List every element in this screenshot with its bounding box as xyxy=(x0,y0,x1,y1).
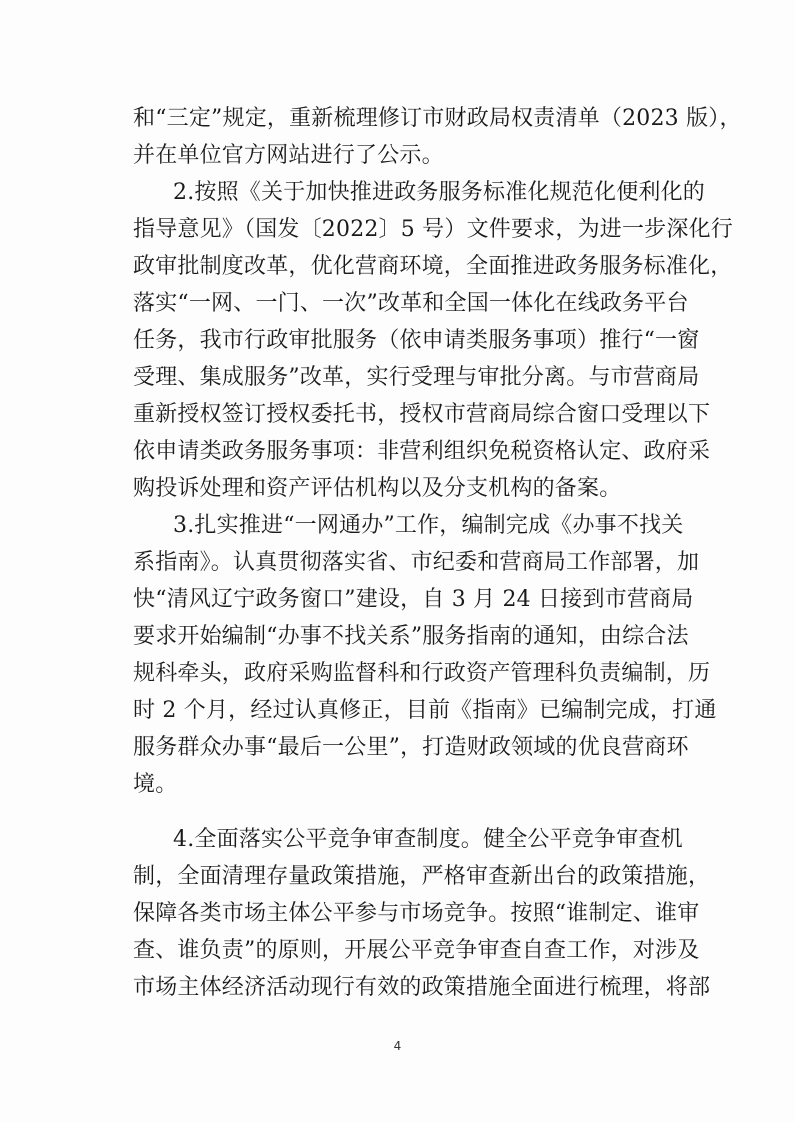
text-line: 3.扎实推进“一网通办”工作，编制完成《办事不找关 xyxy=(173,513,684,538)
text-line: 购投诉处理和资产评估机构以及分支机构的备案。 xyxy=(133,476,622,501)
text-line: 市场主体经济活动现行有效的政策措施全面进行梳理，将部 xyxy=(133,975,711,1000)
text-line: 时 2 个月，经过认真修正，目前《指南》已编制完成，打通 xyxy=(133,698,717,723)
text-line: 规科牵头，政府采购监督科和行政资产管理科负责编制，历 xyxy=(133,661,711,686)
text-line: 境。 xyxy=(133,772,178,797)
text-line: 受理、集成服务”改革，实行受理与审批分离。与市营商局 xyxy=(133,365,700,390)
text-line: 任务，我市行政审批服务（依申请类服务事项）推行“一窗 xyxy=(133,328,700,353)
text-line: 保障各类市场主体公平参与市场竞争。按照“谁制定、谁审 xyxy=(133,901,700,926)
text-line: 和“三定”规定，重新梳理修订市财政局权责清单（2023 版）， xyxy=(133,106,742,131)
text-line: 依申请类政务服务事项：非营利组织免税资格认定、政府采 xyxy=(133,439,711,464)
text-line: 要求开始编制“办事不找关系”服务指南的通知，由综合法 xyxy=(133,624,689,649)
page-number: 4 xyxy=(393,1039,402,1053)
text-line: 政审批制度改革，优化营商环境，全面推进政务服务标准化， xyxy=(133,254,733,279)
text-line: 系指南》。认真贯彻落实省、市纪委和营商局工作部署，加 xyxy=(133,550,700,575)
text-line: 服务群众办事“最后一公里”，打造财政领域的优良营商环 xyxy=(133,735,689,760)
text-line: 重新授权签订授权委托书，授权市营商局综合窗口受理以下 xyxy=(133,402,711,427)
text-line: 4.全面落实公平竞争审查制度。健全公平竞争审查机 xyxy=(173,827,683,852)
text-line: 指导意见》（国发〔2022〕5 号）文件要求，为进一步深化行 xyxy=(133,217,733,242)
text-line: 并在单位官方网站进行了公示。 xyxy=(133,143,444,168)
text-line: 查、谁负责”的原则，开展公平竞争审查自查工作，对涉及 xyxy=(133,938,700,963)
text-line: 制，全面清理存量政策措施，严格审查新出台的政策措施， xyxy=(133,864,711,889)
text-line: 2.按照《关于加快推进政务服务标准化规范化便利化的 xyxy=(173,180,705,205)
text-line: 快“清风辽宁政务窗口”建设，自 3 月 24 日接到市营商局 xyxy=(133,587,694,612)
text-line: 落实“一网、一门、一次”改革和全国一体化在线政务平台 xyxy=(133,291,689,316)
